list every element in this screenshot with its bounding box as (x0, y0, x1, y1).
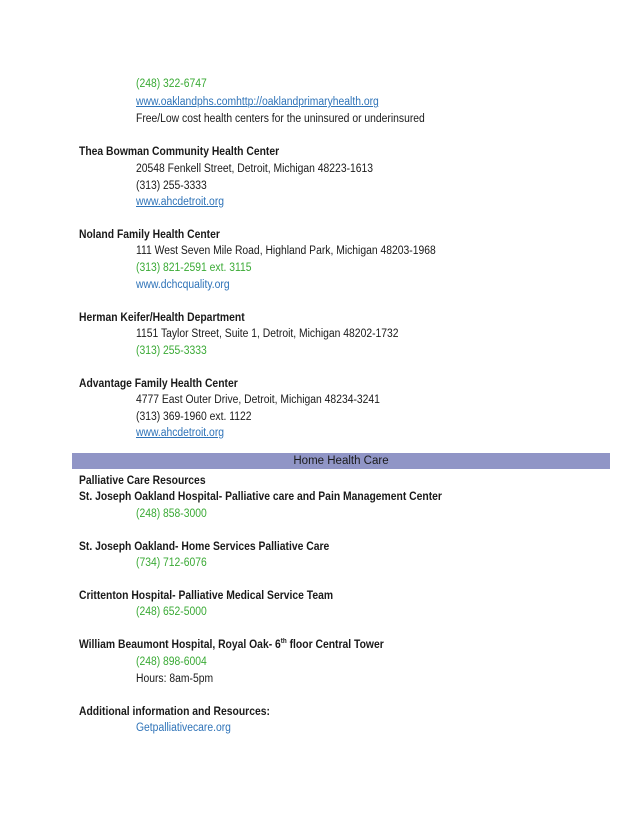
phone-number: (313) 369-1960 ext. 1122 (136, 411, 252, 423)
phone-number: (248) 322-6747 (136, 78, 207, 90)
phone-number: (248) 652-5000 (136, 606, 207, 618)
entry-heading: Advantage Family Health Center (79, 378, 238, 390)
phone-number: (248) 898-6004 (136, 656, 207, 668)
phone-number: (313) 255-3333 (136, 180, 207, 192)
entry-heading-prefix: William Beaumont Hospital, Royal Oak- 6 (79, 639, 281, 651)
entry-heading: Herman Keifer/Health Department (79, 312, 245, 324)
entry-heading: Noland Family Health Center (79, 229, 220, 241)
website-link[interactable]: www.dchcquality.org (136, 279, 230, 291)
website-link[interactable]: Getpalliativecare.org (136, 722, 231, 734)
website-link[interactable]: www.ahcdetroit.org (136, 427, 225, 439)
section-banner (72, 453, 610, 469)
entry-heading: Thea Bowman Community Health Center (79, 146, 280, 158)
hours-text: Hours: 8am-5pm (136, 673, 214, 685)
section-subheading: Additional information and Resources: (79, 706, 270, 718)
entry-heading: St. Joseph Oakland Hospital- Palliative care and Pain Management Center (79, 491, 442, 503)
website-link[interactable]: www.ahcdetroit.org (136, 196, 225, 208)
entry-address: 20548 Fenkell Street, Detroit, Michigan 48223-1613 (136, 163, 374, 175)
entry-heading (79, 638, 384, 652)
entry-heading-suffix: floor Central Tower (286, 639, 384, 651)
entry-address: 1151 Taylor Street, Suite 1, Detroit, Michigan 48202-1732 (136, 328, 399, 340)
entry-address: 111 West Seven Mile Road, Highland Park, Michigan 48203-1968 (136, 245, 436, 257)
phone-number: (313) 255-3333 (136, 345, 207, 357)
entry-address: 4777 East Outer Drive, Detroit, Michigan 48234-3241 (136, 394, 380, 406)
section-banner-title: Home Health Care (293, 455, 389, 467)
entry-heading: St. Joseph Oakland- Home Services Palliative Care (79, 541, 330, 553)
entry-heading: Crittenton Hospital- Palliative Medical Service Team (79, 590, 334, 602)
phone-number: (313) 821-2591 ext. 3115 (136, 262, 252, 274)
phone-number: (248) 858-3000 (136, 508, 207, 520)
entry-note: Free/Low cost health centers for the uninsured or underinsured (136, 113, 425, 125)
section-subheading: Palliative Care Resources (79, 475, 206, 487)
ordinal-superscript: th (280, 638, 287, 646)
website-link[interactable]: www.oaklandphs.comhttp://oaklandprimaryhealth.org (136, 96, 379, 108)
phone-number: (734) 712-6076 (136, 557, 207, 569)
